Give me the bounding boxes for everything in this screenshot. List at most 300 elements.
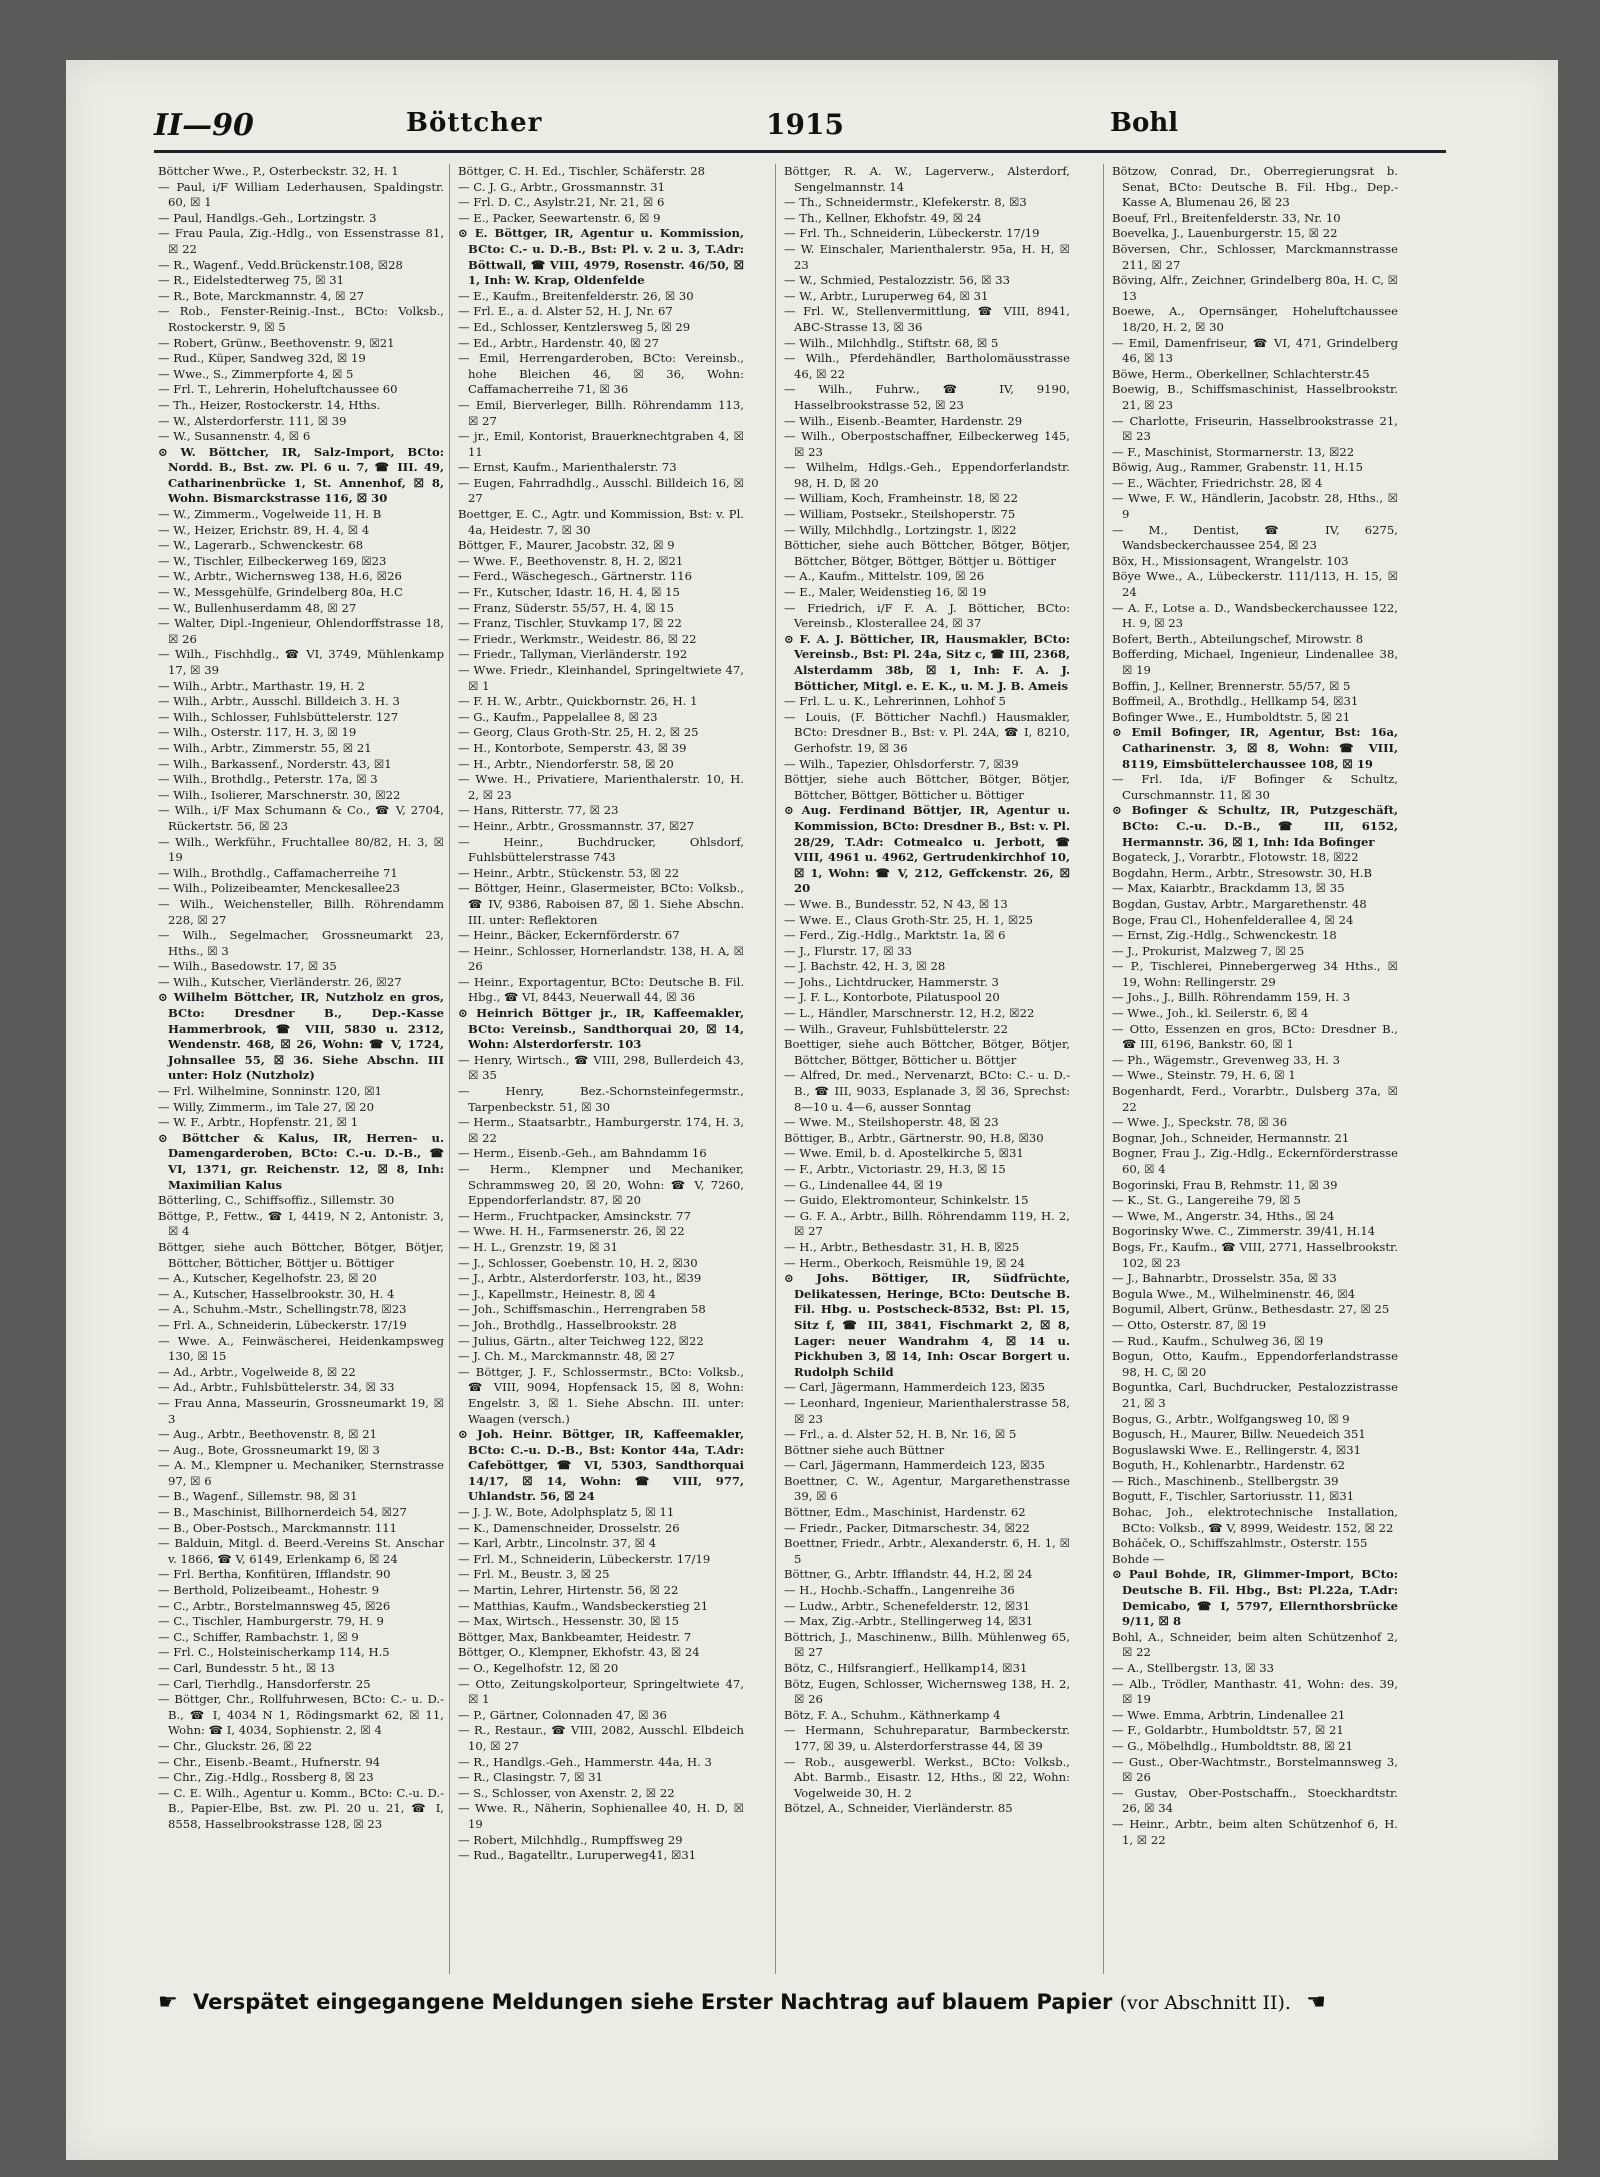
directory-entry: — W. Einschaler, Marienthalerstr. 95a, H. H, ☒ 23 <box>784 241 1070 272</box>
directory-entry: — W., Messgehülfe, Grindelberg 80a, H.C <box>158 585 403 600</box>
directory-entry: — Rud., Kaufm., Schulweg 36, ☒ 19 <box>1112 1333 1324 1348</box>
directory-entry: Böving, Alfr., Zeichner, Grindelberg 80a, H. C, ☒ 13 <box>1112 273 1398 303</box>
directory-entry: — H., Hochb.-Schaffn., Langenreihe 36 <box>784 1583 1015 1598</box>
directory-entry: — Rud., Küper, Sandweg 32d, ☒ 19 <box>158 351 366 366</box>
directory-entry: Boewig, B., Schiffsmaschinist, Hasselbrookstr. 21, ☒ 23 <box>1112 382 1398 412</box>
footer-tail: (vor Abschnitt II). <box>1119 1992 1291 2014</box>
directory-entry: — Willy, Milchhdlg., Lortzingstr. 1, ☒22 <box>784 522 1017 537</box>
directory-entry: Boffin, J., Kellner, Brennerstr. 55/57, ☒ 5 <box>1112 678 1351 693</box>
directory-entry: Boettger, E. C., Agtr. und Kommission, Bst: v. Pl. 4a, Heidestr. 7, ☒ 30 <box>458 507 744 537</box>
directory-entry: — Robert, Milchhdlg., Rumpffsweg 29 <box>458 1832 683 1847</box>
directory-entry: — Herm., Fruchtpacker, Amsinckstr. 77 <box>458 1208 691 1223</box>
directory-entry: — A., Schuhm.-Mstr., Schellingstr.78, ☒23 <box>158 1302 407 1317</box>
directory-entry: ⊙ Böttcher & Kalus, IR, Herren- u. Damengarderoben, BCto: C.-u. D.-B., ☎ VI, 1371, gr. Reichenstr. 12, ☒ 8, Inh: Maximilian Kalus <box>158 1130 444 1192</box>
directory-entry: — Heinr., Arbtr., beim alten Schützenhof 6, H. 1, ☒ 22 <box>1112 1816 1398 1847</box>
directory-entry: — Eugen, Fahrradhdlg., Ausschl. Billdeich 16, ☒ 27 <box>458 475 744 506</box>
directory-entry: Bognar, Joh., Schneider, Hermannstr. 21 <box>1112 1130 1350 1145</box>
directory-entry: — Aug., Bote, Grossneumarkt 19, ☒ 3 <box>158 1442 380 1457</box>
directory-entry: — Wilh., Fischhdlg., ☎ VI, 3749, Mühlenkamp 17, ☒ 39 <box>158 647 444 677</box>
directory-entry: — Emil, Herrengarderoben, BCto: Vereinsb., hohe Bleichen 46, ☒ 36, Wohn: Caffamacherreihe 71, ☒ 36 <box>458 351 744 397</box>
directory-entry: — Paul, i/F William Lederhausen, Spaldingstr. 60, ☒ 1 <box>158 179 444 210</box>
directory-entry: — William, Postsekr., Steilshoperstr. 75 <box>784 507 1016 522</box>
directory-entry: — Chr., Zig.-Hdlg., Rossberg 8, ☒ 23 <box>158 1770 374 1785</box>
directory-entry: — Herm., Staatsarbtr., Hamburgerstr. 174, H. 3, ☒ 22 <box>458 1115 744 1145</box>
directory-entry: — Louis, (F. Bötticher Nachfl.) Hausmakler, BCto: Dresdner B., Bst: v. Pl. 24A, ☎ I, 8210, Gerhofstr. 19, ☒ 36 <box>784 709 1070 755</box>
directory-entry: — Otto, Zeitungskolporteur, Springeltwiete 47, ☒ 1 <box>458 1676 744 1707</box>
directory-entry: — Otto, Osterstr. 87, ☒ 19 <box>1112 1317 1267 1332</box>
directory-entry: — Matthias, Kaufm., Wandsbeckerstieg 21 <box>458 1598 709 1613</box>
directory-entry: — Ed., Arbtr., Hardenstr. 40, ☒ 27 <box>458 335 660 350</box>
directory-entry: — Friedr., Packer, Ditmarschestr. 34, ☒22 <box>784 1520 1030 1535</box>
directory-entry: Boge, Frau Cl., Hohenfelderallee 4, ☒ 24 <box>1112 912 1354 927</box>
first-entry-name: Böttcher <box>406 108 543 138</box>
directory-entry: — Wwe. M., Steilshoperstr. 48, ☒ 23 <box>784 1115 999 1130</box>
directory-entry: — R., Clasingstr. 7, ☒ 31 <box>458 1770 603 1785</box>
directory-entry: Bogs, Fr., Kaufm., ☎ VIII, 2771, Hasselbrookstr. 102, ☒ 23 <box>1112 1239 1398 1270</box>
directory-entry: — Frl. E., a. d. Alster 52, H. J, Nr. 67 <box>458 304 673 319</box>
directory-entry: — R., Wagenf., Vedd.Brückenstr.108, ☒28 <box>158 257 403 272</box>
directory-entry: Bohde — <box>1112 1551 1165 1566</box>
directory-entry: — J. F. L., Kontorbote, Pilatuspool 20 <box>784 990 1000 1005</box>
directory-entry: — Heinr., Arbtr., Stückenstr. 53, ☒ 22 <box>458 865 680 880</box>
directory-entry: — W., Zimmerm., Vogelweide 11, H. B <box>158 507 382 522</box>
directory-entry: — Heinr., Buchdrucker, Ohlsdorf, Fuhlsbüttelerstrasse 743 <box>458 834 744 865</box>
directory-entry: Böwe, Herm., Oberkellner, Schlachterstr.45 <box>1112 366 1370 381</box>
directory-entry: — Wilh., Fuhrw., ☎ IV, 9190, Hasselbrookstrasse 52, ☒ 23 <box>784 382 1070 412</box>
directory-entry: — Frl. T., Lehrerin, Hoheluftchaussee 60 <box>158 382 398 397</box>
directory-entry: ⊙ Bofinger & Schultz, IR, Putzgeschäft, BCto: C.-u. D.-B., ☎ III, 6152, Hermannstr. 36, ☒ 1, Inh: Ida Bofinger <box>1112 803 1398 849</box>
directory-entry: — Frl. Ida, i/F Bofinger & Schultz, Curschmannstr. 11, ☒ 30 <box>1112 772 1398 802</box>
directory-entry: Bötterling, C., Schiffsoffiz., Sillemstr. 30 <box>158 1193 395 1208</box>
directory-entry: Böttrich, J., Maschinenw., Billh. Mühlenweg 65, ☒ 27 <box>784 1629 1070 1660</box>
directory-entry: — W., Bullenhuserdamm 48, ☒ 27 <box>158 600 357 615</box>
directory-entry: — A., Kutscher, Kegelhofstr. 23, ☒ 20 <box>158 1271 377 1286</box>
footer-text: Verspätet eingegangene Meldungen siehe Erster Nachtrag auf blauem Papier <box>193 1990 1113 2014</box>
directory-entry: Bogenhardt, Ferd., Vorarbtr., Dulsberg 37a, ☒ 22 <box>1112 1084 1398 1114</box>
directory-entry: — Böttger, J. F., Schlossermstr., BCto: Volksb., ☎ VIII, 9094, Hopfensack 15, ☒ 8, Wohn: Engelstr. 3, ☒ 1. Siehe Abschn. III. unter: Waagen (versch.) <box>458 1364 744 1426</box>
column-1 <box>158 164 444 1974</box>
directory-entry: Bötz, Eugen, Schlosser, Wichernsweg 138, H. 2, ☒ 26 <box>784 1676 1070 1707</box>
directory-entry: — Carl, Jägermann, Hammerdeich 123, ☒35 <box>784 1380 1045 1395</box>
directory-entry: — Wilh., Oberpostschaffner, Eilbeckerweg 145, ☒ 23 <box>784 429 1070 459</box>
header-rule <box>154 150 1446 153</box>
directory-entry: — A. F., Lotse a. D., Wandsbeckerchaussee 122, H. 9, ☒ 23 <box>1112 600 1398 631</box>
directory-entry: — William, Koch, Framheinstr. 18, ☒ 22 <box>784 491 1018 506</box>
directory-entry: — Leonhard, Ingenieur, Marienthalerstrasse 58, ☒ 23 <box>784 1395 1070 1426</box>
directory-entry: — B., Wagenf., Sillemstr. 98, ☒ 31 <box>158 1489 358 1504</box>
pointing-hand-icon: ☛ <box>158 1990 178 2015</box>
directory-entry: — Heinr., Schlosser, Hornerlandstr. 138, H. A, ☒ 26 <box>458 943 744 974</box>
directory-entry: — Frl. M., Schneiderin, Lübeckerstr. 17/19 <box>458 1551 711 1566</box>
directory-entry: ⊙ W. Böttcher, IR, Salz-Import, BCto: Nordd. B., Bst. zw. Pl. 6 u. 7, ☎ III. 49, Catharinenbrücke 1, St. Annenhof, ☒ 8, Wohn. Bismarckstrasse 116, ☒ 30 <box>158 444 444 506</box>
directory-entry: — J. Bachstr. 42, H. 3, ☒ 28 <box>784 959 946 974</box>
directory-entry: — M., Dentist, ☎ IV, 6275, Wandsbeckerchaussee 254, ☒ 23 <box>1112 522 1398 553</box>
directory-entry: — Wilh., Segelmacher, Grossneumarkt 23, Hths., ☒ 3 <box>158 928 444 958</box>
directory-entry: — Ernst, Zig.-Hdlg., Schwenckestr. 18 <box>1112 928 1337 943</box>
directory-entry: ⊙ Heinrich Böttger jr., IR, Kaffeemakler, BCto: Vereinsb., Sandthorquai 20, ☒ 14, Wohn: Alsterdorferstr. 103 <box>458 1006 744 1052</box>
column-2 <box>458 164 744 1974</box>
directory-entry: — W., Lagerarb., Schwenckestr. 68 <box>158 538 364 553</box>
directory-entry: Böversen, Chr., Schlosser, Marckmannstrasse 211, ☒ 27 <box>1112 241 1398 272</box>
directory-entry: — Fr., Kutscher, Idastr. 16, H. 4, ☒ 15 <box>458 585 680 600</box>
page-number: II—90 <box>154 108 254 143</box>
directory-entry: — Th., Schneidermstr., Klefekerstr. 8, ☒3 <box>784 195 1027 210</box>
directory-entry: — G., Lindenallee 44, ☒ 19 <box>784 1177 943 1192</box>
directory-entry: Böttner, G., Arbtr. Ifflandstr. 44, H.2, ☒ 24 <box>784 1567 1033 1582</box>
directory-entry: Böttjer, siehe auch Böttcher, Bötger, Bötjer, Böttcher, Böttger, Bötticher u. Böttiger <box>784 772 1070 802</box>
directory-entry: — W., Tischler, Eilbeckerweg 169, ☒23 <box>158 553 387 568</box>
directory-entry: — Carl, Tierhdlg., Hansdorferstr. 25 <box>158 1676 371 1691</box>
directory-entry: — Wilh., Brothdlg., Caffamacherreihe 71 <box>158 865 398 880</box>
directory-entry: — E., Kaufm., Breitenfelderstr. 26, ☒ 30 <box>458 288 694 303</box>
directory-entry: — Hermann, Schuhreparatur, Barmbeckerstr. 177, ☒ 39, u. Alsterdorferstrasse 44, ☒ 39 <box>784 1723 1070 1753</box>
directory-entry: Bofferding, Michael, Ingenieur, Lindenallee 38, ☒ 19 <box>1112 647 1398 677</box>
directory-entry: — Wwe. H., Privatiere, Marienthalerstr. 10, H. 2, ☒ 23 <box>458 772 744 802</box>
directory-entry: — Walter, Dipl.-Ingenieur, Ohlendorffstrasse 18, ☒ 26 <box>158 616 444 646</box>
directory-entry: — Wilh., Barkassenf., Norderstr. 43, ☒1 <box>158 756 392 771</box>
directory-entry: — Ph., Wägemstr., Grevenweg 33, H. 3 <box>1112 1052 1341 1067</box>
directory-entry: — Max, Wirtsch., Hessenstr. 30, ☒ 15 <box>458 1614 679 1629</box>
directory-entry: — Wilh., Arbtr., Zimmerstr. 55, ☒ 21 <box>158 740 372 755</box>
directory-entry: Bötz, C., Hilfsrangierf., Hellkamp14, ☒31 <box>784 1661 1028 1675</box>
directory-entry: — Karl, Arbtr., Lincolnstr. 37, ☒ 4 <box>458 1536 657 1551</box>
directory-entry: — Wwe., S., Zimmerpforte 4, ☒ 5 <box>158 366 354 381</box>
directory-entry: — Rud., Bagatelltr., Luruperweg41, ☒31 <box>458 1848 697 1863</box>
directory-entry: — Carl, Bundesstr. 5 ht., ☒ 13 <box>158 1661 335 1675</box>
directory-entry: — A. M., Klempner u. Mechaniker, Sternstrasse 97, ☒ 6 <box>158 1458 444 1488</box>
directory-entry: — Th., Kellner, Ekhofstr. 49, ☒ 24 <box>784 210 982 225</box>
directory-entry: — Ad., Arbtr., Fuhlsbüttelerstr. 34, ☒ 33 <box>158 1380 395 1395</box>
directory-entry: Bogus, G., Arbtr., Wolfgangsweg 10, ☒ 9 <box>1112 1411 1350 1426</box>
directory-entry: Böttger, Max, Bankbeamter, Heidestr. 7 <box>458 1629 692 1644</box>
directory-entry: — Julius, Gärtn., alter Teichweg 122, ☒22 <box>458 1333 704 1348</box>
directory-entry: Bogusch, H., Maurer, Billw. Neuedeich 351 <box>1112 1427 1366 1442</box>
directory-entry: — Alb., Trödler, Manthastr. 41, Wohn: des. 39, ☒ 19 <box>1112 1676 1398 1707</box>
directory-entry: — Wwe. E., Claus Groth-Str. 25, H. 1, ☒25 <box>784 912 1034 927</box>
directory-entry: — P., Gärtner, Colonnaden 47, ☒ 36 <box>458 1707 667 1722</box>
directory-entry: — Hans, Ritterstr. 77, ☒ 23 <box>458 803 619 818</box>
directory-entry: — Herm., Klempner und Mechaniker, Schrammsweg 20, ☒ 20, Wohn: ☎ V, 7260, Eppendorferlandstr. 87, ☒ 20 <box>458 1162 744 1208</box>
directory-entry: — Frau Paula, Zig.-Hdlg., von Essenstrasse 81, ☒ 22 <box>158 226 444 256</box>
directory-entry: Bohl, A., Schneider, beim alten Schützenhof 2, ☒ 22 <box>1112 1629 1398 1660</box>
directory-entry: — C., Tischler, Hamburgerstr. 79, H. 9 <box>158 1614 384 1629</box>
directory-entry: — W., Alsterdorferstr. 111, ☒ 39 <box>158 413 347 428</box>
directory-entry: — G., Kaufm., Pappelallee 8, ☒ 23 <box>458 709 658 724</box>
directory-entry: — Wilh., Milchhdlg., Stiftstr. 68, ☒ 5 <box>784 335 999 350</box>
column-divider <box>1103 164 1104 1974</box>
directory-entry: — Wilh., Schlosser, Fuhlsbüttelerstr. 127 <box>158 709 399 724</box>
directory-entry: — F., Goldarbtr., Humboldtstr. 57, ☒ 21 <box>1112 1723 1344 1738</box>
directory-entry: Böttger, O., Klempner, Ekhofstr. 43, ☒ 24 <box>458 1645 700 1660</box>
directory-entry: — G. F. A., Arbtr., Billh. Röhrendamm 119, H. 2, ☒ 27 <box>784 1208 1070 1239</box>
directory-entry: — Gustav, Ober-Postschaffn., Stoeckhardtstr. 26, ☒ 34 <box>1112 1785 1398 1816</box>
directory-entry: Bötticher, siehe auch Böttcher, Bötger, Bötjer, Böttcher, Bötger, Böttger, Böttjer u. Böttiger <box>784 538 1070 568</box>
directory-entry: Bohac, Joh., elektrotechnische Installation, BCto: Volksb., ☎ V, 8999, Weidestr. 152, ☒ 22 <box>1112 1505 1398 1535</box>
directory-entry: Bötzel, A., Schneider, Vierländerstr. 85 <box>784 1801 1013 1816</box>
directory-entry: — Wilh., Kutscher, Vierländerstr. 26, ☒27 <box>158 974 402 989</box>
directory-entry: Boettiger, siehe auch Böttcher, Bötger, Bötjer, Böttcher, Böttger, Bötticher u. Böttjer <box>784 1037 1070 1067</box>
directory-entry: Boeuf, Frl., Breitenfelderstr. 33, Nr. 10 <box>1112 210 1341 225</box>
footer-notice <box>150 1990 1450 2020</box>
directory-entry: — C. E. Wilh., Agentur u. Komm., BCto: C.-u. D.-B., Papier-Elbe, Bst. zw. Pl. 20 u. 21, ☎ I, 8558, Hasselbrookstrasse 128, ☒ 23 <box>158 1785 444 1831</box>
directory-entry: — Johs., Lichtdrucker, Hammerstr. 3 <box>784 974 999 989</box>
directory-entry: — Wilh., Basedowstr. 17, ☒ 35 <box>158 959 337 974</box>
directory-entry: Böttge, P., Fettw., ☎ I, 4419, N 2, Antonistr. 3, ☒ 4 <box>158 1208 444 1239</box>
directory-entry: — Wwe. B., Bundesstr. 52, N 43, ☒ 13 <box>784 896 1008 911</box>
column-3 <box>784 164 1070 1974</box>
directory-entry: — J., Prokurist, Malzweg 7, ☒ 25 <box>1112 943 1305 958</box>
directory-entry: ⊙ Joh. Heinr. Böttger, IR, Kaffeemakler, BCto: C.-u. D.-B., Bst: Kontor 44a, T.Adr: Cafeböttger, ☎ VI, 5303, Sandthorquai 14/17, ☒ 14, Wohn: ☎ VIII, 977, Uhlandstr. 56, ☒ 24 <box>458 1427 744 1504</box>
directory-entry: — Ludw., Arbtr., Schenefelderstr. 12, ☒31 <box>784 1598 1031 1613</box>
directory-entry: — Alfred, Dr. med., Nervenarzt, BCto: C.- u. D.-B., ☎ III, 9033, Esplanade 3, ☒ 36, Sprechst: 8—10 u. 4—6, ausser Sonntag <box>784 1068 1070 1114</box>
year: 1915 <box>766 108 844 141</box>
directory-entry: — F. H. W., Arbtr., Quickbornstr. 26, H. 1 <box>458 694 698 709</box>
directory-entry: — H., Arbtr., Bethesdastr. 31, H. B, ☒25 <box>784 1239 1020 1254</box>
directory-entry: — Charlotte, Friseurin, Hasselbrookstrasse 21, ☒ 23 <box>1112 413 1398 444</box>
directory-entry: Bofert, Berth., Abteilungschef, Mirowstr. 8 <box>1112 631 1364 646</box>
directory-entry: — Wilh., Isolierer, Marschnerstr. 30, ☒22 <box>158 787 401 802</box>
directory-entry: — H., Arbtr., Niendorferstr. 58, ☒ 20 <box>458 756 674 771</box>
directory-entry: — J., Arbtr., Alsterdorferstr. 103, ht., ☒39 <box>458 1271 702 1286</box>
directory-entry: — Wilh., Werkführ., Fruchtallee 80/82, H. 3, ☒ 19 <box>158 834 444 865</box>
directory-entry: — Joh., Schiffsmaschin., Herrengraben 58 <box>458 1302 706 1317</box>
directory-entry: — Wilh., Graveur, Fuhlsbüttelerstr. 22 <box>784 1021 1008 1036</box>
directory-entry: — Wwe. Friedr., Kleinhandel, Springeltwiete 47, ☒ 1 <box>458 663 744 693</box>
directory-entry: — Wwe, M., Angerstr. 34, Hths., ☒ 24 <box>1112 1208 1335 1223</box>
directory-entry: Boewe, A., Opernsänger, Hoheluftchaussee 18/20, H. 2, ☒ 30 <box>1112 304 1398 334</box>
directory-entry: Böwig, Aug., Rammer, Grabenstr. 11, H.15 <box>1112 460 1364 475</box>
directory-entry: — Ed., Schlosser, Kentzlersweg 5, ☒ 29 <box>458 319 691 334</box>
directory-entry: — J. Ch. M., Marckmannstr. 48, ☒ 27 <box>458 1349 675 1364</box>
directory-entry: — Paul, Handlgs.-Geh., Lortzingstr. 3 <box>158 210 377 225</box>
directory-entry: Böttger, F., Maurer, Jacobstr. 32, ☒ 9 <box>458 538 675 553</box>
directory-entry: — Wilh., Osterstr. 117, H. 3, ☒ 19 <box>158 725 357 740</box>
directory-entry: — C. J. G., Arbtr., Grossmannstr. 31 <box>458 179 665 194</box>
directory-entry: — Frl. A., Schneiderin, Lübeckerstr. 17/19 <box>158 1317 407 1332</box>
directory-entry: — F., Arbtr., Victoriastr. 29, H.3, ☒ 15 <box>784 1162 1006 1176</box>
directory-entry: — Frl. C., Holsteinischerkamp 114, H.5 <box>158 1645 390 1660</box>
directory-entry: Bötz, F. A., Schuhm., Käthnerkamp 4 <box>784 1707 1001 1722</box>
directory-entry: Boffmeil, A., Brothdlg., Hellkamp 54, ☒31 <box>1112 694 1359 709</box>
directory-entry: — Frl. D. C., Asylstr.21, Nr. 21, ☒ 6 <box>458 195 665 210</box>
directory-entry: — Henry, Bez.-Schornsteinfegermstr., Tarpenbeckstr. 51, ☒ 30 <box>458 1084 744 1114</box>
directory-entry: — K., St. G., Langereihe 79, ☒ 5 <box>1112 1193 1301 1208</box>
directory-entry: Böttger, R. A. W., Lagerverw., Alsterdorf, Sengelmannstr. 14 <box>784 164 1070 194</box>
directory-entry: — Gust., Ober-Wachtmstr., Borstelmannsweg 3, ☒ 26 <box>1112 1754 1398 1785</box>
directory-entry: — Rob., Fenster-Reinig.-Inst., BCto: Volksb., Rostockerstr. 9, ☒ 5 <box>158 304 444 334</box>
directory-entry: — Frl. L. u. K., Lehrerinnen, Lohhof 5 <box>784 694 1006 709</box>
directory-entry: Bogner, Frau J., Zig.-Hdlg., Eckernförderstrasse 60, ☒ 4 <box>1112 1146 1398 1176</box>
directory-entry: — Guido, Elektromonteur, Schinkelstr. 15 <box>784 1193 1029 1208</box>
last-entry-name: Bohl <box>1110 108 1179 138</box>
directory-entry: — Ad., Arbtr., Vogelweide 8, ☒ 22 <box>158 1364 356 1379</box>
directory-entry: — G., Möbelhdlg., Humboldtstr. 88, ☒ 21 <box>1112 1738 1354 1753</box>
directory-entry: — R., Bote, Marckmannstr. 4, ☒ 27 <box>158 288 364 303</box>
directory-entry: — K., Damenschneider, Drosselstr. 26 <box>458 1520 680 1535</box>
directory-entry: — Franz, Süderstr. 55/57, H. 4, ☒ 15 <box>458 600 675 615</box>
directory-entry: — Carl, Jägermann, Hammerdeich 123, ☒35 <box>784 1458 1045 1473</box>
directory-entry: — L., Händler, Marschnerstr. 12, H.2, ☒22 <box>784 1006 1035 1021</box>
directory-entry: — Franz, Tischler, Stuvkamp 17, ☒ 22 <box>458 616 682 631</box>
directory-entry: — H., Kontorbote, Semperstr. 43, ☒ 39 <box>458 740 687 755</box>
directory-entry: — Böttger, Chr., Rollfuhrwesen, BCto: C.- u. D.-B., ☎ I, 4034 N 1, Rödingsmarkt 62, ☒ 11, Wohn: ☎ I, 4034, Sophienstr. 2, ☒ 4 <box>158 1692 444 1738</box>
directory-entry: Boguslawski Wwe. E., Rellingerstr. 4, ☒31 <box>1112 1442 1361 1457</box>
directory-entry: — Wwe. J., Speckstr. 78, ☒ 36 <box>1112 1115 1288 1130</box>
directory-entry: Bogutt, F., Tischler, Sartoriusstr. 11, ☒31 <box>1112 1489 1355 1504</box>
directory-entry: — R., Eidelstedterweg 75, ☒ 31 <box>158 273 345 288</box>
directory-entry: — Rich., Maschinenb., Stellbergstr. 39 <box>1112 1473 1339 1488</box>
directory-entry: — S., Schlosser, von Axenstr. 2, ☒ 22 <box>458 1785 675 1800</box>
directory-entry: — F., Maschinist, Stormarnerstr. 13, ☒22 <box>1112 444 1355 459</box>
directory-entry: — Heinr., Exportagentur, BCto: Deutsche B. Fil. Hbg., ☎ VI, 8443, Neuerwall 44, ☒ 36 <box>458 974 744 1005</box>
directory-entry: — Wwe. R., Näherin, Sophienallee 40, H. D, ☒ 19 <box>458 1801 744 1831</box>
directory-entry: ⊙ Emil Bofinger, IR, Agentur, Bst: 16a, Catharinenstr. 3, ☒ 8, Wohn: ☎ VIII, 8119, Eimsbüttelerchaussee 108, ☒ 19 <box>1112 725 1398 771</box>
directory-entry: — Chr., Gluckstr. 26, ☒ 22 <box>158 1738 313 1753</box>
directory-entry: Böttner siehe auch Büttner <box>784 1442 945 1457</box>
directory-entry: — W., Arbtr., Luruperweg 64, ☒ 31 <box>784 288 989 303</box>
directory-entry: Böye Wwe., A., Lübeckerstr. 111/113, H. 15, ☒ 24 <box>1112 569 1398 600</box>
directory-entry: — W., Susannenstr. 4, ☒ 6 <box>158 429 311 444</box>
directory-entry: — W., Heizer, Erichstr. 89, H. 4, ☒ 4 <box>158 522 370 537</box>
directory-entry: — Friedr., Werkmstr., Weidestr. 86, ☒ 22 <box>458 631 697 646</box>
directory-entry: Böttcher Wwe., P., Osterbeckstr. 32, H. 1 <box>158 164 399 178</box>
directory-entry: Bogula Wwe., M., Wilhelminenstr. 46, ☒4 <box>1112 1286 1356 1301</box>
directory-entry: ⊙ Wilhelm Böttcher, IR, Nutzholz en gros, BCto: Dresdner B., Dep.-Kasse Hammerbrook, ☎ VIII, 5830 u. 2312, Wendenstr. 468, ☒ 26, Wohn: ☎ V, 1724, Johnsallee 55, ☒ 36. Siehe Abschn. III unter: Holz (Nutzholz) <box>158 990 444 1083</box>
directory-entry: — Böttger, Heinr., Glasermeister, BCto: Volksb., ☎ IV, 9386, Raboisen 87, ☒ 1. Siehe Abschn. III. unter: Reflektoren <box>458 881 744 927</box>
directory-entry: — W. F., Arbtr., Hopfenstr. 21, ☒ 1 <box>158 1115 359 1130</box>
directory-entry: — Wwe., Joh., kl. Seilerstr. 6, ☒ 4 <box>1112 1006 1309 1021</box>
page-header <box>66 108 1436 148</box>
directory-entry: — O., Kegelhofstr. 12, ☒ 20 <box>458 1661 619 1675</box>
directory-entry: — J., Bahnarbtr., Drosselstr. 35a, ☒ 33 <box>1112 1271 1337 1286</box>
directory-entry: — Aug., Arbtr., Beethovenstr. 8, ☒ 21 <box>158 1427 377 1442</box>
directory-entry: Boevelka, J., Lauenburgerstr. 15, ☒ 22 <box>1112 226 1338 241</box>
directory-entry: Boettner, C. W., Agentur, Margarethenstrasse 39, ☒ 6 <box>784 1473 1070 1504</box>
directory-entry: Boháček, O., Schiffszahlmstr., Osterstr. 155 <box>1112 1536 1368 1551</box>
directory-entry: — Frau Anna, Masseurin, Grossneumarkt 19, ☒ 3 <box>158 1395 444 1426</box>
directory-entry: — Friedrich, i/F F. A. J. Bötticher, BCto: Vereinsb., Klosterallee 24, ☒ 37 <box>784 600 1070 631</box>
directory-entry: ⊙ Aug. Ferdinand Böttjer, IR, Agentur u. Kommission, BCto: Dresdner B., Bst: v. Pl. 28/29, T.Adr: Cotmealco u. Jerbott, ☎ VIII, 4961 u. 4962, Gertrudenkirchhof 10, ☒ 1, Wohn: ☎ V, 212, Geffckenstr. 26, ☒ 20 <box>784 803 1070 896</box>
directory-entry: — Otto, Essenzen en gros, BCto: Dresdner B., ☎ III, 6196, Bankstr. 60, ☒ 1 <box>1112 1021 1398 1052</box>
directory-entry: — R., Restaur., ☎ VIII, 2082, Ausschl. Elbdeich 10, ☒ 27 <box>458 1723 744 1753</box>
directory-entry: — Wilh., Pferdehändler, Bartholomäusstrasse 46, ☒ 22 <box>784 351 1070 381</box>
directory-entry: — Wilh., Polizeibeamter, Menckesallee23 <box>158 881 401 896</box>
directory-entry: — A., Kutscher, Hasselbrookstr. 30, H. 4 <box>158 1286 395 1301</box>
directory-entry: — Emil, Bierverleger, Billh. Röhrendamm 113, ☒ 27 <box>458 397 744 428</box>
directory-entry: — Henry, Wirtsch., ☎ VIII, 298, Bullerdeich 43, ☒ 35 <box>458 1052 744 1083</box>
directory-entry: — Frl. Wilhelmine, Sonninstr. 120, ☒1 <box>158 1084 383 1099</box>
column-4 <box>1112 164 1398 1974</box>
directory-entry: ⊙ F. A. J. Bötticher, IR, Hausmakler, BCto: Vereinsb., Bst: Pl. 24a, Sitz c, ☎ III, 2368, Alsterdamm 38b, ☒ 1, Inh: F. A. J. Bötticher, Mitgl. e. E. K., u. M. J. B. Ameis <box>784 631 1070 693</box>
directory-entry: Bogumil, Albert, Grünw., Bethesdastr. 27, ☒ 25 <box>1112 1302 1390 1317</box>
directory-entry: — W., Schmied, Pestalozzistr. 56, ☒ 33 <box>784 273 1010 288</box>
directory-entry: — Th., Heizer, Rostockerstr. 14, Hths. <box>158 397 381 412</box>
directory-entry: ⊙ Johs. Böttiger, IR, Südfrüchte, Delikatessen, Heringe, BCto: Deutsche B. Fil. Hbg. u. Postscheck-8532, Bst: Pl. 15, Sitz f, ☎ III, 3841, Fischmarkt 2, ☒ 8, Lager: neuer Wandrahm 4, ☒ 14 u. Pickhuben 3, ☒ 14, Inh: Oscar Borgert u. Rudolph Schild <box>784 1271 1070 1379</box>
directory-entry: — Wilh., i/F Max Schumann & Co., ☎ V, 2704, Rückertstr. 56, ☒ 23 <box>158 803 444 833</box>
directory-entry: Böttger, siehe auch Böttcher, Bötger, Bötjer, Böttcher, Bötticher, Böttjer u. Böttiger <box>158 1239 444 1270</box>
directory-entry: — J., Schlosser, Goebenstr. 10, H. 2, ☒30 <box>458 1255 698 1270</box>
directory-entry: — Georg, Claus Groth-Str. 25, H. 2, ☒ 25 <box>458 725 699 740</box>
directory-entry: — Frl. W., Stellenvermittlung, ☎ VIII, 8941, ABC-Strasse 13, ☒ 36 <box>784 304 1070 334</box>
directory-entry: Bogorinski, Frau B, Rehmstr. 11, ☒ 39 <box>1112 1177 1338 1192</box>
directory-entry: ⊙ E. Böttger, IR, Agentur u. Kommission, BCto: C.- u. D.-B., Bst: Pl. v. 2 u. 3, T.Adr: Böttwall, ☎ VIII, 4979, Rosenstr. 46/50, ☒ 1, Inh: W. Krap, Oldenfelde <box>458 226 744 288</box>
directory-entry: — Frl., a. d. Alster 52, H. B, Nr. 16, ☒ 5 <box>784 1427 1017 1442</box>
directory-entry: Bogorinsky Wwe. C., Zimmerstr. 39/41, H.14 <box>1112 1224 1376 1239</box>
pointing-hand-icon: ☚ <box>1306 1990 1326 2015</box>
directory-entry: ⊙ Paul Bohde, IR, Glimmer-Import, BCto: Deutsche B. Fil. Hbg., Bst: Pl.22a, T.Adr: Demicabo, ☎ I, 5797, Ellernthorsbrücke 9/11, ☒ 8 <box>1112 1567 1398 1629</box>
directory-entry: — Friedr., Tallyman, Vierländerstr. 192 <box>458 647 688 662</box>
directory-entry: Bötzow, Conrad, Dr., Oberregierungsrat b. Senat, BCto: Deutsche B. Fil. Hbg., Dep.-Kasse A, Blumenau 26, ☒ 23 <box>1112 164 1398 210</box>
directory-entry: — J. J. W., Bote, Adolphsplatz 5, ☒ 11 <box>458 1505 675 1520</box>
directory-entry: — C., Schiffer, Rambachstr. 1, ☒ 9 <box>158 1629 359 1644</box>
directory-entry: — E., Maler, Weidenstieg 16, ☒ 19 <box>784 585 987 600</box>
directory-entry: Bofinger Wwe., E., Humboldtstr. 5, ☒ 21 <box>1112 709 1351 724</box>
directory-entry: — E., Wächter, Friedrichstr. 28, ☒ 4 <box>1112 475 1323 490</box>
directory-entry: — Frl. Bertha, Konfitüren, Ifflandstr. 90 <box>158 1567 391 1582</box>
directory-entry: — P., Tischlerei, Pinnebergerweg 34 Hths., ☒ 19, Wohn: Rellingerstr. 29 <box>1112 959 1398 989</box>
directory-entry: — Max, Zig.-Arbtr., Stellingerweg 14, ☒31 <box>784 1614 1034 1629</box>
directory-entry: — Herm., Eisenb.-Geh., am Bahndamm 16 <box>458 1146 707 1161</box>
directory-entry: — Heinr., Bäcker, Eckernförderstr. 67 <box>458 928 680 943</box>
directory-entry: Böx, H., Missionsagent, Wrangelstr. 103 <box>1112 553 1349 568</box>
directory-entry: — Wilh., Eisenb.-Beamter, Hardenstr. 29 <box>784 413 1023 428</box>
directory-entry: — Frl. M., Beustr. 3, ☒ 25 <box>458 1567 610 1582</box>
directory-entry: — Wwe. H. H., Farmsenerstr. 26, ☒ 22 <box>458 1224 685 1239</box>
directory-entry: Boguth, H., Kohlenarbtr., Hardenstr. 62 <box>1112 1458 1346 1473</box>
directory-entry: — Wwe. A., Feinwäscherei, Heidenkampsweg 130, ☒ 15 <box>158 1333 444 1364</box>
directory-entry: Boguntka, Carl, Buchdrucker, Pestalozzistrasse 21, ☒ 3 <box>1112 1380 1398 1410</box>
column-divider <box>449 164 450 1974</box>
directory-entry: — Frl. Th., Schneiderin, Lübeckerstr. 17/19 <box>784 226 1040 241</box>
directory-entry: — Wilh., Arbtr., Ausschl. Billdeich 3. H. 3 <box>158 694 400 709</box>
directory-entry: — R., Handlgs.-Geh., Hammerstr. 44a, H. 3 <box>458 1754 712 1769</box>
directory-entry: Boettner, Friedr., Arbtr., Alexanderstr. 6, H. 1, ☒ 5 <box>784 1536 1070 1566</box>
directory-entry: Bogdan, Gustav, Arbtr., Margarethenstr. 48 <box>1112 896 1367 911</box>
directory-entry: Bogun, Otto, Kaufm., Eppendorferlandstrasse 98, H. C, ☒ 20 <box>1112 1349 1398 1379</box>
directory-entry: — Wilh., Arbtr., Marthastr. 19, H. 2 <box>158 678 365 693</box>
column-divider <box>775 164 776 1974</box>
directory-entry: — Robert, Grünw., Beethovenstr. 9, ☒21 <box>158 335 395 350</box>
directory-entry: — Emil, Damenfriseur, ☎ VI, 471, Grindelberg 46, ☒ 13 <box>1112 335 1398 366</box>
directory-entry: — Wwe., Steinstr. 79, H. 6, ☒ 1 <box>1112 1068 1296 1083</box>
directory-entry: — Martin, Lehrer, Hirtenstr. 56, ☒ 22 <box>458 1583 679 1598</box>
directory-entry: — J., Kapellmstr., Heinestr. 8, ☒ 4 <box>458 1286 656 1301</box>
directory-entry: — J., Flurstr. 17, ☒ 33 <box>784 943 913 958</box>
directory-entry: — jr., Emil, Kontorist, Brauerknechtgraben 4, ☒ 11 <box>458 429 744 459</box>
directory-entry: — Berthold, Polizeibeamt., Hohestr. 9 <box>158 1583 380 1598</box>
directory-entry: Bogdahn, Herm., Arbtr., Stresowstr. 30, H.B <box>1112 865 1372 880</box>
directory-entry: — Rob., ausgewerbl. Werkst., BCto: Volksb., Abt. Barmb., Eisastr. 12, Hths., ☒ 22, Wohn: Vogelweide 30, H. 2 <box>784 1754 1070 1800</box>
directory-entry: — B., Ober-Postsch., Marckmannstr. 111 <box>158 1520 398 1535</box>
directory-entry: — Wwe. F., Beethovenstr. 8, H. 2, ☒21 <box>458 553 684 568</box>
directory-entry: Böttiger, B., Arbtr., Gärtnerstr. 90, H.8, ☒30 <box>784 1130 1044 1145</box>
directory-entry: — C., Arbtr., Borstelmannsweg 45, ☒26 <box>158 1598 391 1613</box>
directory-entry: — Chr., Eisenb.-Beamt., Hufnerstr. 94 <box>158 1754 381 1769</box>
directory-entry: — Ferd., Wäschegesch., Gärtnerstr. 116 <box>458 569 693 584</box>
directory-entry: — Ferd., Zig.-Hdlg., Marktstr. 1a, ☒ 6 <box>784 928 1006 943</box>
directory-entry: — Johs., J., Billh. Röhrendamm 159, H. 3 <box>1112 990 1351 1005</box>
directory-entry: — Joh., Brothdlg., Hasselbrookstr. 28 <box>458 1317 677 1332</box>
directory-entry: — Willy, Zimmerm., im Tale 27, ☒ 20 <box>158 1099 375 1114</box>
directory-entry: — B., Maschinist, Billhornerdeich 54, ☒27 <box>158 1505 407 1520</box>
directory-entry: — A., Stellbergstr. 13, ☒ 33 <box>1112 1661 1275 1675</box>
directory-entry: — Wwe, F. W., Händlerin, Jacobstr. 28, Hths., ☒ 9 <box>1112 491 1398 522</box>
directory-entry: — Wwe. Emil, b. d. Apostelkirche 5, ☒31 <box>784 1146 1024 1161</box>
directory-entry: — Wilh., Weichensteller, Billh. Röhrendamm 228, ☒ 27 <box>158 896 444 927</box>
directory-entry: — Max, Kaiarbtr., Brackdamm 13, ☒ 35 <box>1112 881 1345 896</box>
directory-entry: — Ernst, Kaufm., Marienthalerstr. 73 <box>458 460 677 475</box>
directory-entry: — Herm., Oberkoch, Reismühle 19, ☒ 24 <box>784 1255 1025 1270</box>
